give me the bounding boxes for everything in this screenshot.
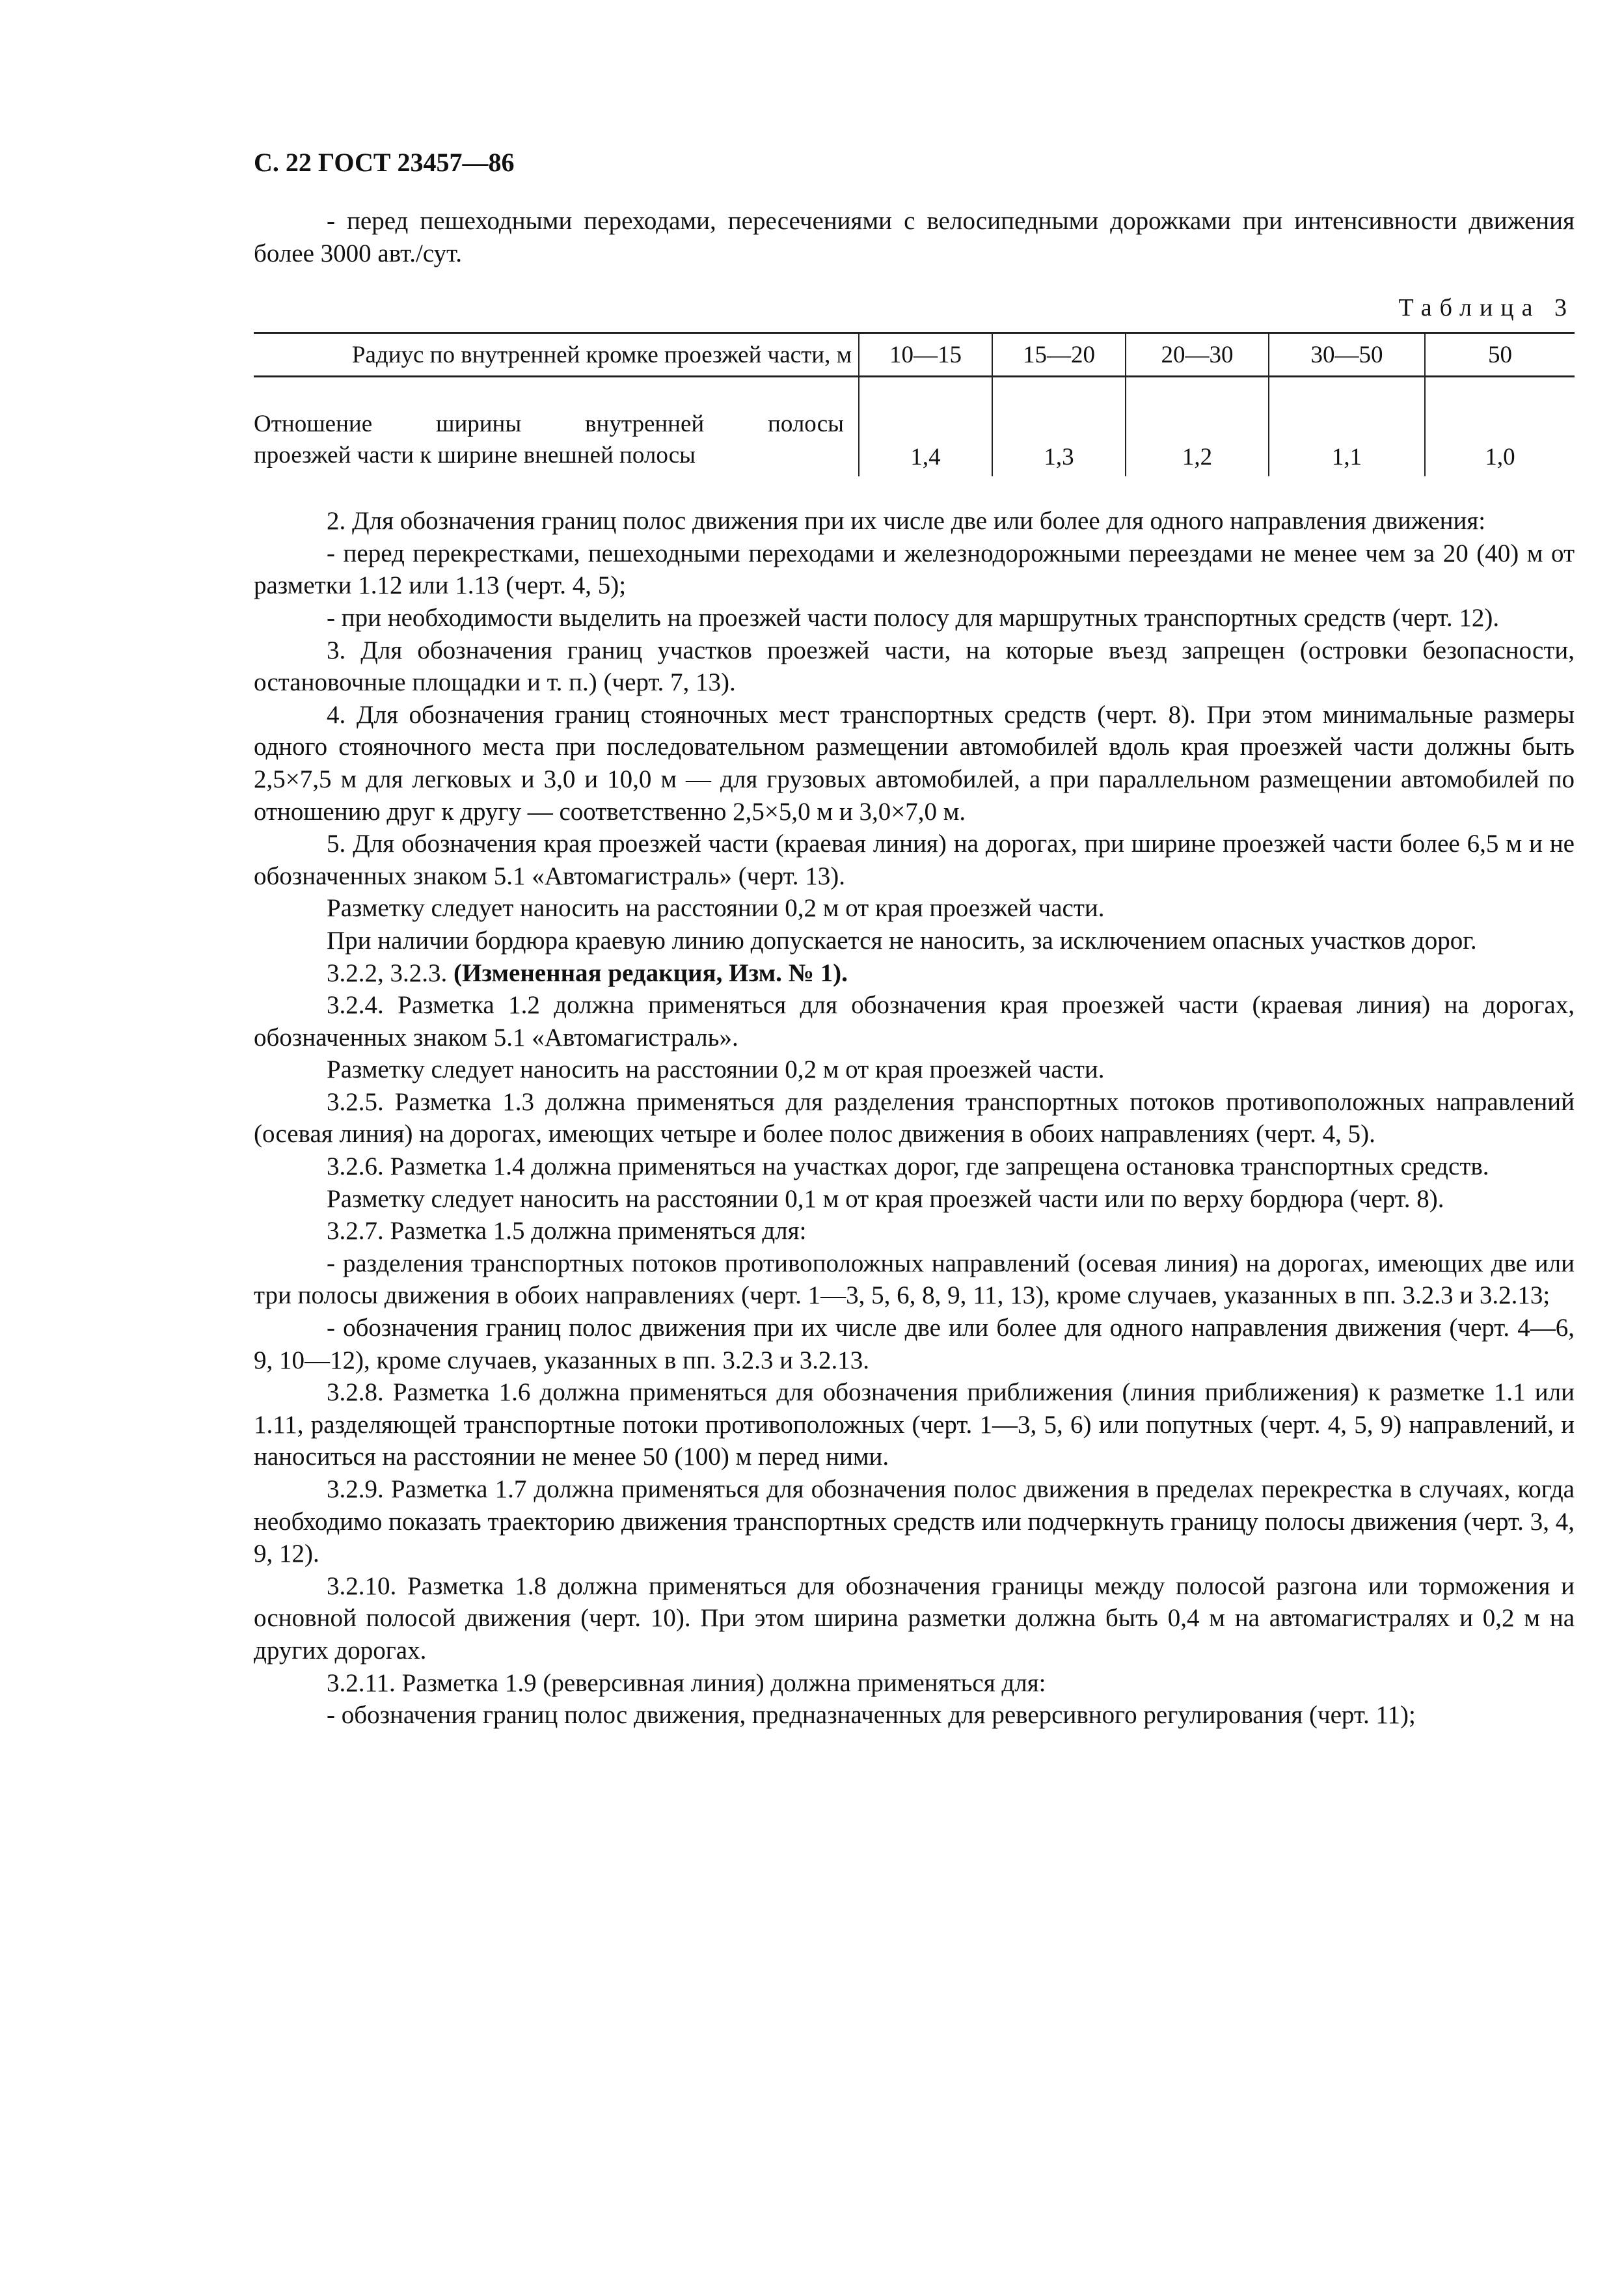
paragraph: - обозначения границ полос движения при их числе две или более для одного направления движения (черт. 4—6, 9, 10—12), кроме случаев, указанных в пп. 3.2.3 и 3.2.13. [254,1314,1575,1374]
table-column-header: 10—15 [859,333,992,377]
data-table [254,332,1575,476]
table-column-header: 15—20 [992,333,1126,377]
paragraph: 3.2.7. Разметка 1.5 должна применяться для: [327,1217,807,1245]
table-cell: 1,3 [992,377,1126,477]
table-caption: Таблица 3 [1398,294,1575,322]
paragraph: 3.2.10. Разметка 1.8 должна применяться для обозначения границы между полосой разгона или торможения и основной полосой движения (черт. 10). При этом ширина разметки должна быть 0,4 м на автомагистралях и 0,2 м на других дорогах. [254,1571,1575,1665]
table-cell: 1,2 [1126,377,1269,477]
document-page [254,146,1575,1732]
table-cell: 1,1 [1269,377,1425,477]
paragraph: - перед перекрестками, пешеходными переходами и железнодорожными переездами не менее чем за 20 (40) м от разметки 1.12 или 1.13 (черт. 4, 5); [254,539,1575,600]
paragraph: 3.2.5. Разметка 1.3 должна применяться для разделения транспортных потоков противоположных направлений (осевая линия) на дорогах, имеющих четыре и более полос движения в обоих направлениях (черт. 4, 5). [254,1087,1575,1149]
paragraph: 3.2.9. Разметка 1.7 должна применяться для обозначения полос движения в пределах перекрестка в случаях, когда необходимо показать траекторию движения транспортных средств или подчеркнуть границу полосы движения (черт. 3, 4, 9, 12). [254,1475,1575,1568]
paragraph: 3.2.8. Разметка 1.6 должна применяться для обозначения приближения (линия приближения) к разметке 1.1 или 1.11, разделяющей транспортные потоки противоположных (черт. 1—3, 5, 6) или попутных (черт. 4, 5, 9) направлений, и наноситься на расстоянии не менее 50 (100) м перед ними. [254,1378,1575,1471]
intro-paragraph: - перед пешеходными переходами, пересечениями с велосипедными дорожками при интенсивности движения более 3000 авт./сут. [254,207,1575,267]
table-row [254,377,1575,477]
paragraph: - обозначения границ полос движения, предназначенных для реверсивного регулирования (черт. 11); [327,1701,1416,1730]
paragraph: 4. Для обозначения границ стояночных мест транспортных средств (черт. 8). При этом минимальные размеры одного стояночного места при последовательном размещении автомобилей вдоль края проезжей части должны быть 2,5×7,5 м для легковых и 3,0 и 10,0 м — для грузовых автомобилей, а при параллельном размещении автомобилей по отношению друг к другу — соответственно 2,5×5,0 м и 3,0×7,0 м. [254,700,1575,826]
paragraph: При наличии бордюра краевую линию допускается не наносить, за исключением опасных участков дорог. [327,926,1477,955]
paragraph: 3.2.4. Разметка 1.2 должна применяться для обозначения края проезжей части (краевая линия) на дорогах, обозначенных знаком 5.1 «Автомагистраль». [254,991,1575,1052]
paragraph: Разметку следует наносить на расстоянии 0,2 м от края проезжей части. [327,1055,1105,1084]
paragraph: - при необходимости выделить на проезжей части полосу для маршрутных транспортных средств (черт. 12). [327,603,1500,632]
table-column-header: 50 [1425,333,1575,377]
table-row-label [254,377,859,477]
paragraph: 2. Для обозначения границ полос движения при их числе две или более для одного направления движения: [327,507,1486,536]
table-column-header: 30—50 [1269,333,1425,377]
page-header: С. 22 ГОСТ 23457—86 [254,148,515,177]
amendment-prefix: 3.2.2, 3.2.3. [327,958,453,987]
paragraph: 3. Для обозначения границ участков проезжей части, на которые въезд запрещен (островки безопасности, остановочные площадки и т. п.) (черт. 7, 13). [254,636,1575,697]
paragraph: 5. Для обозначения края проезжей части (краевая линия) на дорогах, при ширине проезжей части более 6,5 м и не обозначенных знаком 5.1 «Автомагистраль» (черт. 13). [254,830,1575,890]
paragraph: Разметку следует наносить на расстоянии 0,2 м от края проезжей части. [327,894,1105,923]
table-row-label-line: Отношение ширины внутренней полосы [254,411,844,438]
table-header-label: Радиус по внутренней кромке проезжей части, м [254,333,859,377]
paragraph: - разделения транспортных потоков противоположных направлений (осевая линия) на дорогах, имеющих две или три полосы движения в обоих направлениях (черт. 1—3, 5, 6, 8, 9, 11, 13), кроме случаев, указанных в пп. 3.2.3 и 3.2.13; [254,1249,1575,1310]
paragraph: 3.2.6. Разметка 1.4 должна применяться на участках дорог, где запрещена остановка транспортных средств. [327,1152,1489,1181]
table-row-label-line: проезжей части к ширине внешней полосы [254,442,696,469]
table-header-row [254,333,1575,377]
paragraph: Разметку следует наносить на расстоянии 0,1 м от края проезжей части или по верху бордюра (черт. 8). [327,1184,1444,1213]
amendment-paragraph [254,957,1575,990]
table-column-header: 20—30 [1126,333,1269,377]
table-cell: 1,4 [859,377,992,477]
table-cell: 1,0 [1425,377,1575,477]
amendment-note: (Измененная редакция, Изм. № 1). [453,958,848,987]
paragraph: 3.2.11. Разметка 1.9 (реверсивная линия) должна применяться для: [327,1668,1046,1697]
